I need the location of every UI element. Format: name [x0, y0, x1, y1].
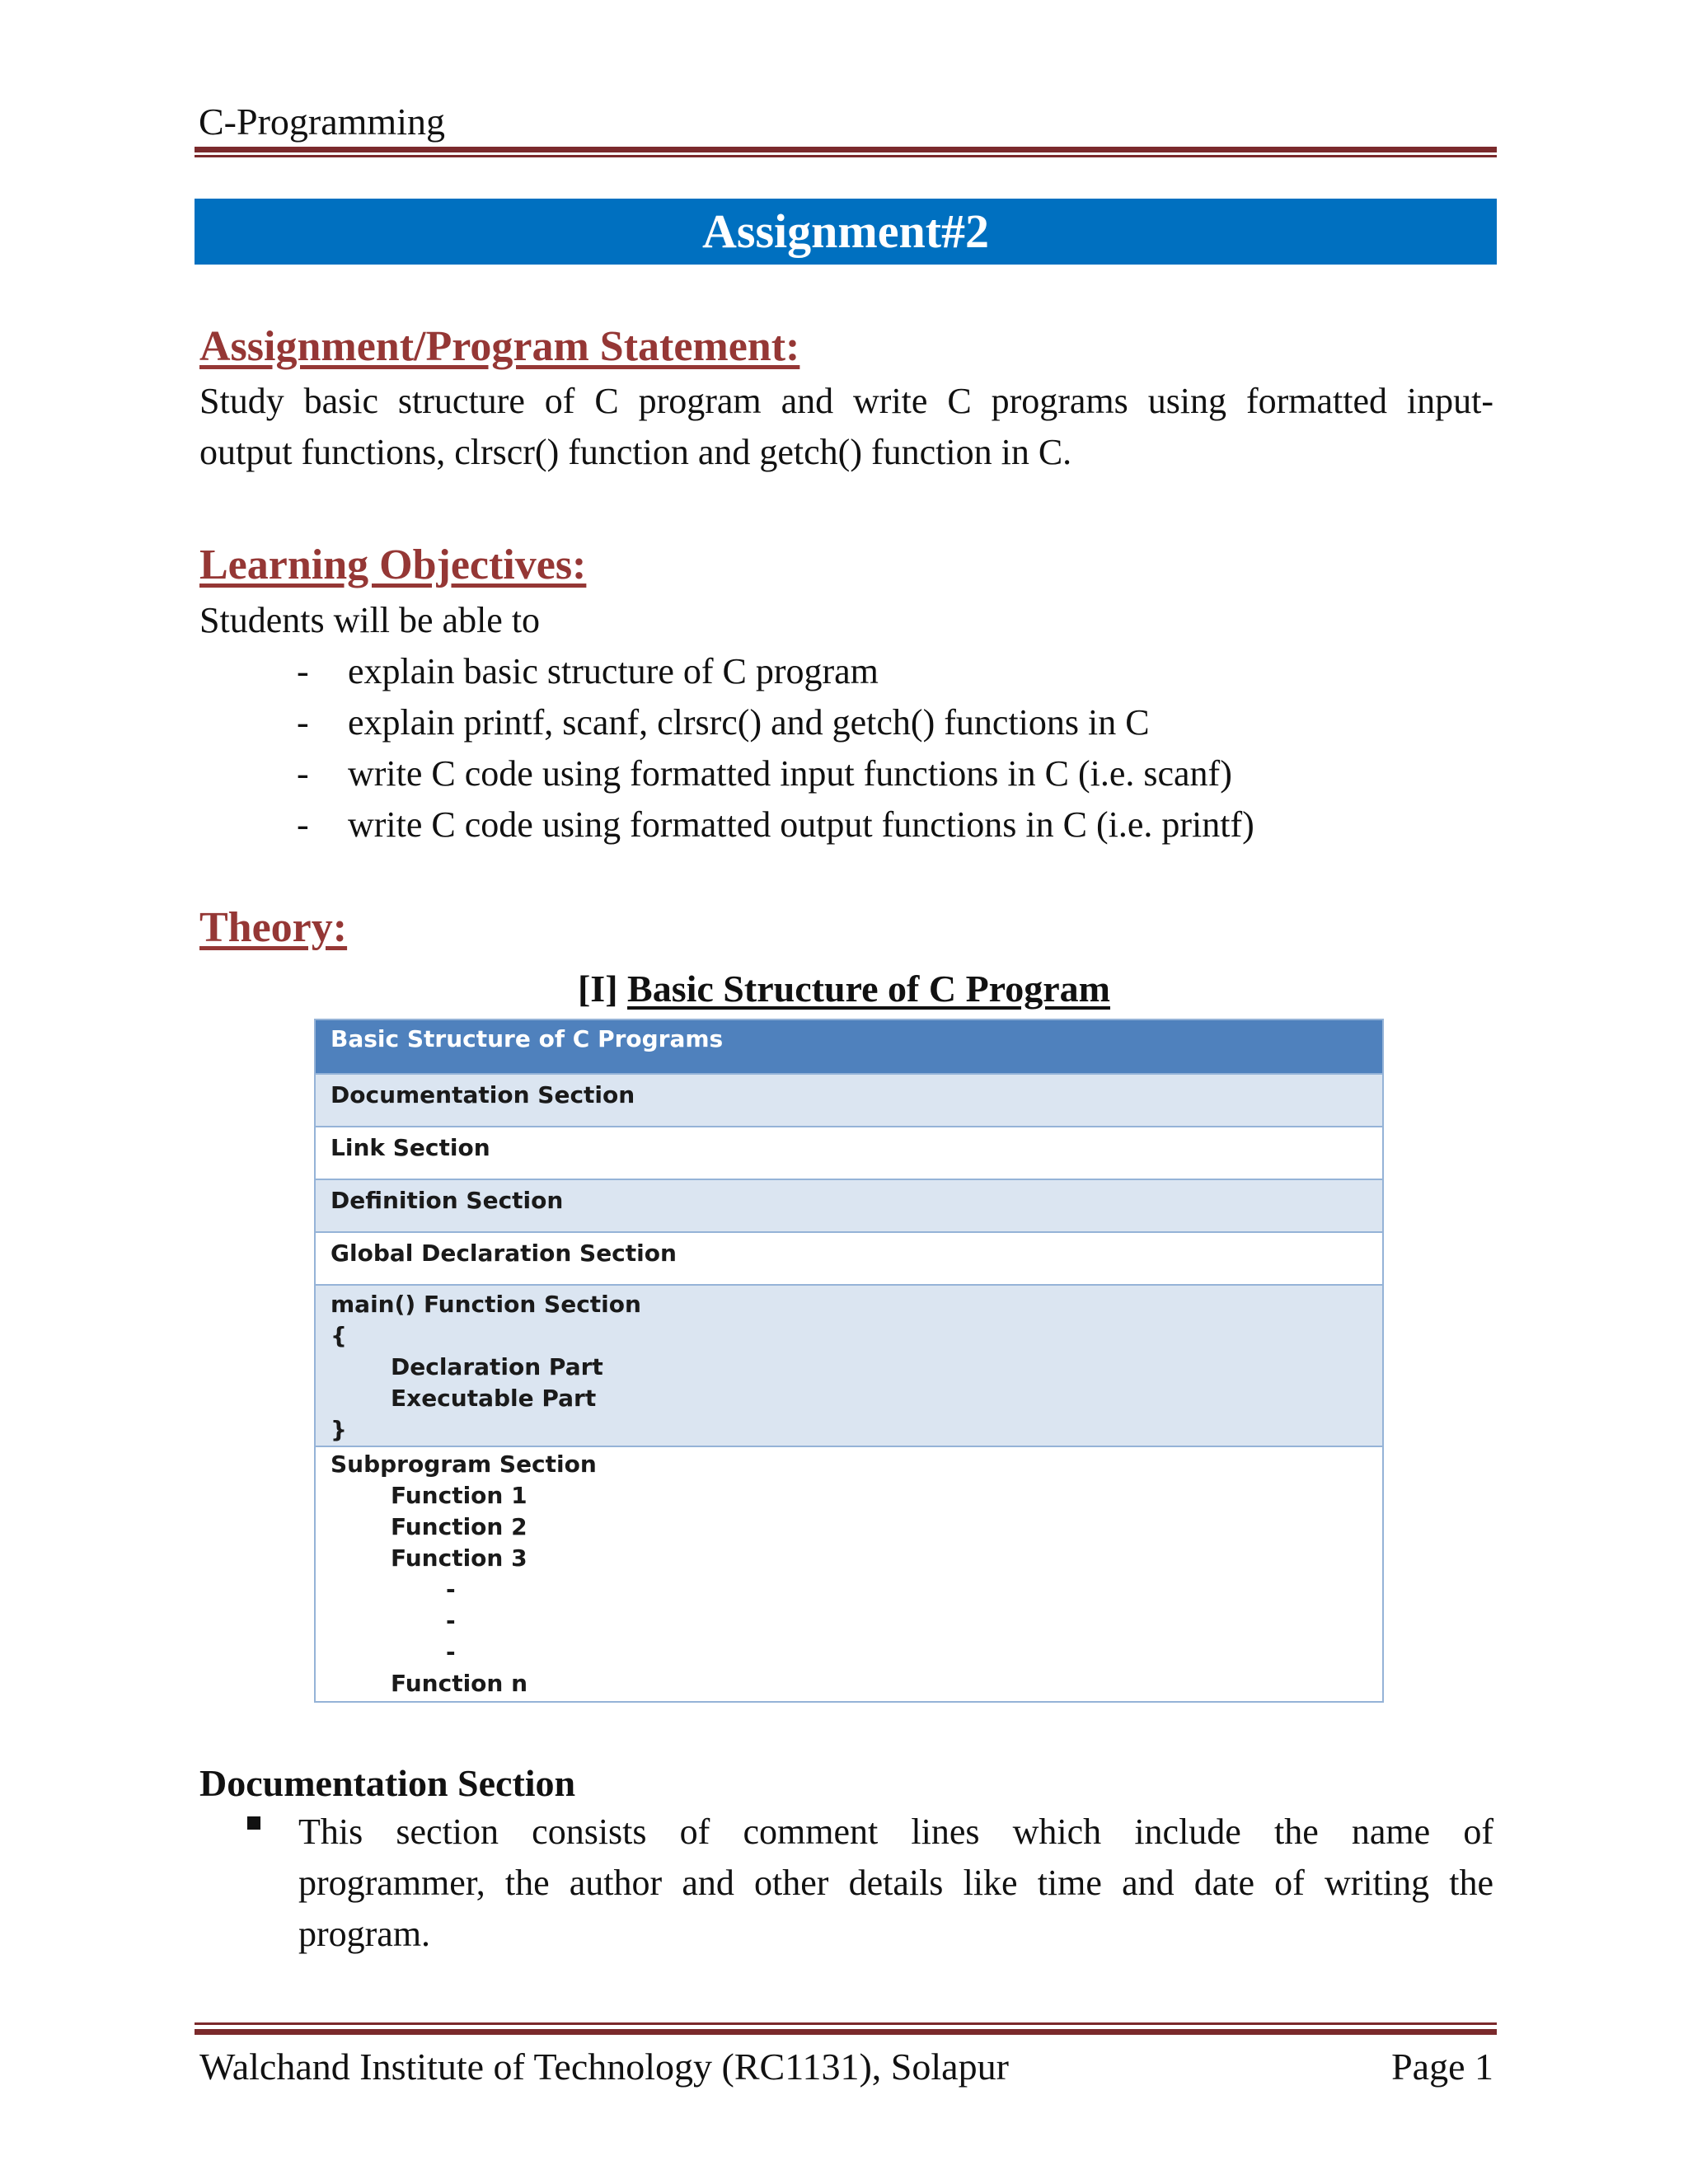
table-row-link: Link Section [316, 1126, 1382, 1179]
table-row-main [316, 1284, 1382, 1446]
footer-rule-thick [195, 2029, 1497, 2035]
header-rule-thin [195, 155, 1497, 157]
dash-bullet: - [297, 651, 309, 691]
main-open-brace: { [331, 1322, 347, 1349]
statement-line: Study basic structure of C program and write C programs using formatted input- [199, 381, 1493, 421]
bullet-line: program. [298, 1914, 431, 1954]
statement-paragraph [199, 376, 1493, 478]
header-rule-thick [195, 147, 1497, 152]
table-header-row: Basic Structure of C Programs [316, 1020, 1382, 1073]
dash-bullet: - [297, 753, 309, 794]
documentation-bullet [298, 1807, 1493, 1960]
list-item: - explain basic structure of C program [199, 646, 1485, 697]
statement-heading: Assignment/Program Statement: [199, 323, 800, 370]
subprogram-ellipsis: - [446, 1607, 456, 1634]
theory-heading: Theory: [199, 904, 348, 951]
square-bullet-icon [247, 1816, 260, 1830]
footer-page-number: Page 1 [1391, 2046, 1493, 2088]
footer-institute: Walchand Institute of Technology (RC1131), Solapur [199, 2046, 1009, 2088]
header-title: C-Programming [199, 101, 445, 143]
documentation-heading: Documentation Section [199, 1762, 576, 1804]
objectives-heading: Learning Objectives: [199, 541, 587, 588]
subprogram-ellipsis: - [446, 1638, 456, 1666]
theory-subheading [0, 964, 1688, 1014]
main-declaration: Declaration Part [391, 1353, 603, 1380]
dash-bullet: - [297, 702, 309, 743]
assignment-banner: Assignment#2 [195, 199, 1497, 265]
subprogram-function: Function 2 [391, 1513, 528, 1540]
main-title: main() Function Section [331, 1291, 641, 1318]
table-row-global: Global Declaration Section [316, 1231, 1382, 1284]
structure-table [314, 1019, 1384, 1703]
objectives-list [199, 646, 1485, 851]
bullet-line: programmer, the author and other details like time and date of writing the [298, 1863, 1493, 1903]
bullet-line: This section consists of comment lines which include the name of [298, 1811, 1493, 1852]
list-item: - explain printf, scanf, clrsrc() and getch() functions in C [199, 697, 1485, 748]
dash-bullet: - [297, 804, 309, 845]
main-executable: Executable Part [391, 1385, 597, 1412]
objectives-intro: Students will be able to [199, 600, 541, 640]
statement-line: output functions, clrscr() function and getch() function in C. [199, 432, 1072, 472]
list-item: - write C code using formatted output functions in C (i.e. printf) [199, 799, 1485, 851]
subprogram-function: Function 1 [391, 1482, 528, 1509]
table-row-subprogram [316, 1446, 1382, 1701]
subprogram-function: Function n [391, 1670, 528, 1697]
table-row-definition: Definition Section [316, 1179, 1382, 1231]
subheading-title: Basic Structure of C Program [627, 968, 1110, 1010]
list-item: - write C code using formatted input functions in C (i.e. scanf) [199, 748, 1485, 799]
subheading-prefix: [I] [577, 968, 618, 1010]
main-close-brace: } [331, 1416, 347, 1443]
subprogram-title: Subprogram Section [331, 1451, 597, 1478]
subprogram-ellipsis: - [446, 1576, 456, 1603]
footer-rule-thin [195, 2022, 1497, 2025]
subprogram-function: Function 3 [391, 1544, 528, 1572]
table-row-documentation: Documentation Section [316, 1073, 1382, 1126]
